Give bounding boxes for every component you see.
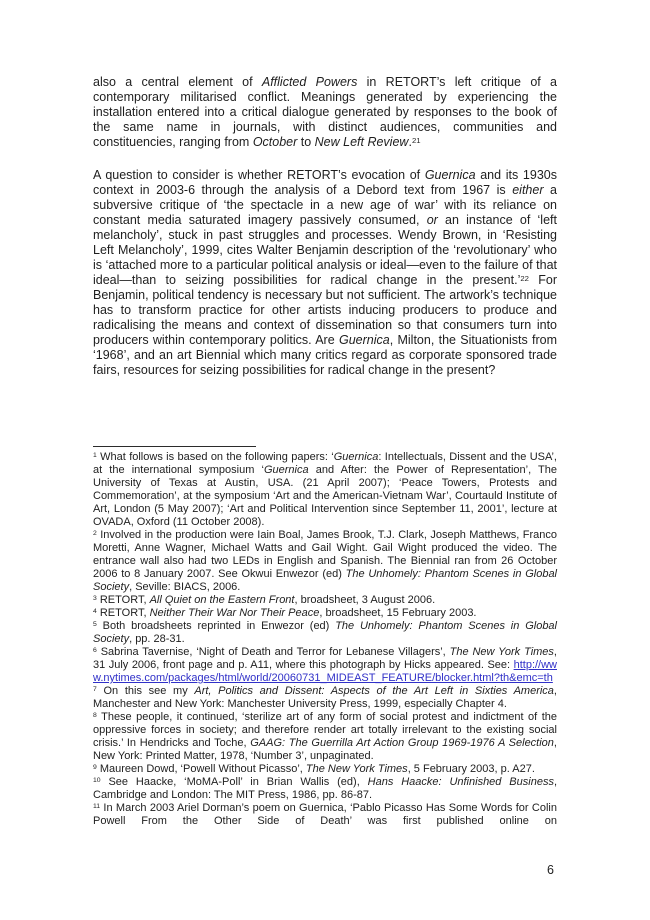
footnote-item: $^7$ On this see my Art, Politics and Dissent: Aspects of the Art Left in Sixties America, Manchester and New York: Manchester University Press, 1999, especially Chapter 4.: [93, 685, 557, 710]
body-paragraph-1: also a central element of Afflicted Powers in RETORT’s left critique of a contemporary militarised conflict. Meanings generated by experiencing the installation entered into a critical dialogue generated by responses to the book of the same name in journals, with distinct audiences, communities and constituencies, ranging from October to New Left Review.$^{21}$: [93, 75, 558, 149]
footnote-item: $^{11}$ In March 2003 Ariel Dorman’s poem on Guernica, ‘Pablo Picasso Has Some Words for Colin Powell From the Other Side of Death’ was first published online on: [93, 802, 557, 827]
footnote-item: $^{10}$ See Haacke, ‘MoMA-Poll’ in Brian Wallis (ed), Hans Haacke: Unfinished Business, Cambridge and London: The MIT Press, 1986, pp. 86-87.: [93, 776, 558, 801]
body-paragraph-2: A question to consider is whether RETORT’s evocation of Guernica and its 1930s context in 2003-6 through the analysis of a Debord text from 1967 is either a subversive critique of ‘the spectacle in a new age of war’ with its reliance on constant media saturated imagery passively consumed, or an instance of ‘left melancholy’, stuck in past struggles and processes. Wendy Brown, in ‘Resisting Left Melancholy’, 1999, cites Walter Benjamin description of the ‘revolutionary’ who is ‘attached more to a particular political analysis or ideal—even to the failure of that ideal—than to seizing possibilities for radical change in the present.’$^{22}$ For Benjamin, political tendency is necessary but not sufficient. The artwork’s technique has to transform practice for other artists inducing producers to produce and radicalising the means and context of dissemination so that consumers turn into producers within contemporary politics. Are Guernica, Milton, the Situationists from ‘1968’, and an art Biennial which many critics regard as corporate sponsored trade fairs, resources for seizing possibilities for radical change in the present?: [93, 168, 558, 377]
footnote-item: $^9$ Maureen Dowd, ‘Powell Without Picasso’, The New York Times, 5 February 2003, p. A27.: [93, 763, 535, 775]
body-text-block: [93, 75, 557, 378]
footnote-item: $^3$ RETORT, All Quiet on the Eastern Front, broadsheet, 3 August 2006.: [93, 594, 436, 606]
footnote-separator: [93, 446, 256, 447]
footnote-item: $^2$ Involved in the production were Iain Boal, James Brook, T.J. Clark, Joseph Matthews, Franco Moretti, Anne Wagner, Michael Watts and Gail Wight. Gail Wight produced the video. The entrance wall also had two LEDs in English and Spanish. The Biennial ran from 26 October 2006 to 8 January 2007. See Okwui Enwezor (ed) The Unhomely: Phantom Scenes in Global Society, Seville: BIACS, 2006.: [93, 529, 558, 593]
footnote-item: $^5$ Both broadsheets reprinted in Enwezor (ed) The Unhomely: Phantom Scenes in Global Society, pp. 28-31.: [93, 620, 557, 645]
footnote-item: $^6$ Sabrina Tavernise, ‘Night of Death and Terror for Lebanese Villagers’, The New York Times, 31 July 2006, front page and p. A11, where this photograph by Hicks appeared. See: http://www.nytimes.com/packages/html/world/20060731_MIDEAST_FEATURE/blocker.html?th&emc=th: [93, 646, 557, 684]
footnotes-section: [93, 451, 557, 828]
footnote-item: $^1$ What follows is based on the following papers: ‘Guernica: Intellectuals, Dissent and the USA’, at the international symposium ‘Guernica and After: the Power of Representation’, The University of Texas at Austin, USA. (21 April 2007); ‘Peace Towers, Protests and Commemoration’, at the symposium ‘Art and the American-Vietnam War’, Courtauld Institute of Art, London (5 May 2007); ‘Art and Political Intervention since September 11, 2001’, lecture at OVADA, Oxford (11 October 2008).: [93, 451, 558, 528]
page-number: 6: [547, 863, 554, 877]
nytimes-url-link[interactable]: http://www.nytimes.com/packages/html/world/20060731_MIDEAST_FEATURE/blocker.html?th&emc=th: [93, 659, 557, 684]
footnote-item: $^8$ These people, it continued, ‘sterilize art of any form of social protest and indictment of the oppressive forces in society; and therefore render art totally irrelevant to the existing social crisis.’ In Hendricks and Toche, GAAG: The Guerrilla Art Action Group 1969-1976 A Selection, New York: Printed Matter, 1978, ‘Number 3’, unpaginated.: [93, 711, 557, 762]
footnote-item: $^4$ RETORT, Neither Their War Nor Their Peace, broadsheet, 15 February 2003.: [93, 607, 477, 619]
